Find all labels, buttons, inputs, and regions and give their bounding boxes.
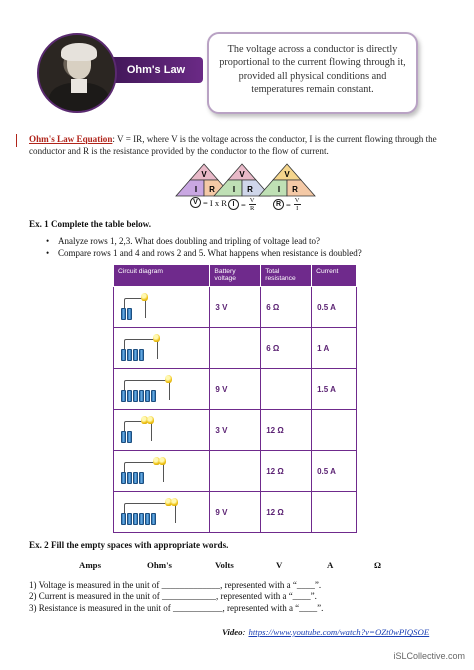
current-cell: 1.5 A [312,369,357,410]
voltage-cell: 9 V [210,369,261,410]
bullet-item: • Compare rows 1 and 4 and rows 2 and 5. What happens when resistance is doubled? [46,248,362,260]
table-row [114,492,357,533]
current-cell[interactable] [312,410,357,451]
voltage-cell: 3 V [210,287,261,328]
circuit-diagram-cell [114,410,210,451]
page-header [0,0,474,125]
voltage-cell: 9 V [210,492,261,533]
circuit-diagram-cell [114,451,210,492]
circuit-diagram-cell [114,287,210,328]
formula-fraction: $\frac{V}{I}$ [294,197,300,212]
bulb-icon [159,457,166,465]
current-cell: 0.5 A [312,451,357,492]
resistance-cell: 6 Ω [261,287,312,328]
circuit-diagram [117,374,206,404]
triangle-letter: I [277,185,281,194]
footer-watermark: iSLCollective.com [393,651,465,661]
resistance-cell: 12 Ω [261,451,312,492]
resistance-cell: 6 Ω [261,328,312,369]
triangle-letter: R [247,185,253,194]
header-current: Current [312,265,357,287]
circuit-diagram-cell [114,369,210,410]
word-bank-item: Amps [79,560,101,570]
page-title: Ohm's Law [126,64,186,76]
triangle-letter: R [292,185,298,194]
table-row [114,328,357,369]
formula-result: V [190,197,201,208]
table-row [114,410,357,451]
bulb-icon [165,375,172,383]
bulb-icon [147,416,154,424]
margin-rule [16,134,17,147]
resistance-cell[interactable] [261,369,312,410]
voltage-cell[interactable] [210,328,261,369]
triangle-letter: V [201,170,207,179]
current-cell[interactable] [312,492,357,533]
ohms-law-table [113,264,357,533]
circuit-diagram-cell [114,492,210,533]
circuit-diagram [117,333,206,363]
formula-fraction: $\frac{V}{R}$ [249,197,255,212]
word-bank-item: V [276,560,283,570]
table-row [114,287,357,328]
bullet-item: • Analyze rows 1, 2,3. What does doubling and tripling of voltage lead to? [46,236,362,248]
circuit-diagram [117,292,206,322]
circuit-diagram [117,456,206,486]
video-link[interactable]: https://www.youtube.com/watch?v=OZt0wPlQSOE [248,627,430,637]
fill-in-sentences [29,580,323,614]
triangle-formula: R = $\frac{V}{I}$ [273,197,301,212]
resistance-cell: 12 Ω [261,492,312,533]
triangle-letter: R [209,185,215,194]
sentence-2: 2) Current is measured in the unit of ____________, represented with a “____”. [29,591,317,602]
word-bank-item: Ω [374,560,382,570]
bulb-icon [171,498,178,506]
current-cell: 0.5 A [312,287,357,328]
header-voltage: Battery voltage [210,265,261,287]
table-row [114,451,357,492]
equation-title: Ohm's Law Equation [29,134,113,144]
ex1-heading: Ex. 1 Complete the table below. [29,219,151,229]
triangle-formula [190,197,227,208]
triangle-letter: V [239,170,245,179]
word-bank-item: A [327,560,334,570]
triangle-letter: I [232,185,236,194]
bulb-icon [153,334,160,342]
formula-triangle [257,163,317,197]
formula-expression: = I x R [203,197,227,208]
formula-result: R [273,199,284,210]
definition-box [207,32,418,114]
bulb-icon [141,293,148,301]
video-label: Video [222,627,243,637]
ex1-bullets [46,236,362,259]
word-bank-item: Volts [215,560,234,570]
equation-paragraph [29,134,452,157]
sentence-1: 1) Voltage is measured in the unit of _____________, represented with a “____”. [29,580,322,590]
circuit-diagram [117,415,206,445]
voltage-cell: 3 V [210,410,261,451]
ohm-portrait-image [37,33,117,113]
video-reference: Video: https://www.youtube.com/watch?v=OZt0wPlQSOE [222,627,430,637]
header-resistance: Total resistance [261,265,312,287]
header-circuit: Circuit diagram [114,265,210,287]
equation-text: : V = IR, where V is the voltage across the conductor, I is the current flowing through the conductor and R is the resistance provided by the conductor to the flow of current. [29,134,437,156]
sentence-3: 3) Resistance is measured in the unit of ___________, represented with a “____”. [29,602,324,613]
formula-result: I [228,199,239,210]
ex2-heading: Ex. 2 Fill the empty spaces with appropriate words. [29,540,229,550]
circuit-diagram-cell [114,328,210,369]
table-row [114,369,357,410]
triangle-letter: I [194,185,198,194]
triangle-formula: I = $\frac{V}{R}$ [228,197,256,212]
triangle-letter: V [284,170,290,179]
voltage-cell[interactable] [210,451,261,492]
circuit-diagram [117,497,206,527]
word-bank-item: Ohm's [147,560,172,570]
definition-text: The voltage across a conductor is directly proportional to the current flowing through it, provided all physical conditions and temperatures remain constant. [219,44,406,95]
current-cell: 1 A [312,328,357,369]
resistance-cell: 12 Ω [261,410,312,451]
